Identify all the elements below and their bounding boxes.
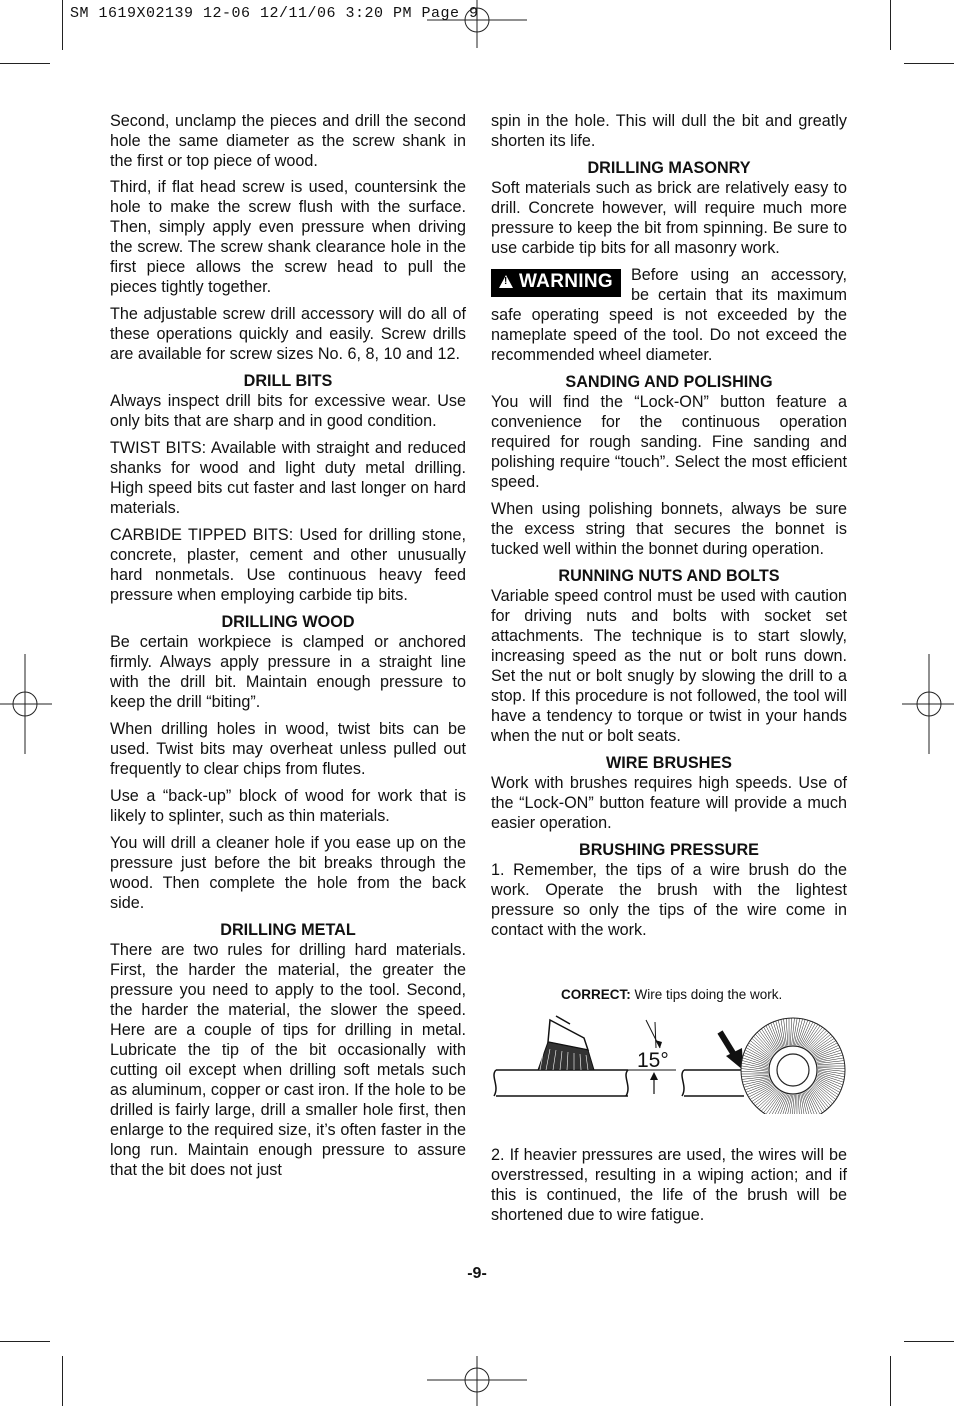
crop-mark-tl-v <box>62 0 63 50</box>
warning-triangle-icon <box>499 275 513 288</box>
warning-block <box>491 265 847 365</box>
registration-mark-top <box>427 0 527 50</box>
angle-label: 15° <box>637 1049 669 1072</box>
wire-brush-illustration <box>488 1012 858 1114</box>
paragraph: Use a “back-up” block of wood for work that is likely to splinter, such as thin materials. <box>110 787 466 825</box>
paragraph: Second, unclamp the pieces and drill the second hole the same diameter as the screw shank in the first or top piece of wood. <box>110 112 466 170</box>
paragraph: You will drill a cleaner hole if you ease up on the pressure just before the bit breaks through the wood. Then complete the hole from the back side. <box>110 834 466 912</box>
crop-mark-bl-v <box>62 1356 63 1406</box>
crop-mark-tr-v <box>890 0 891 50</box>
wheel-brush <box>741 1018 845 1114</box>
section-heading-drilling-wood: DRILLING WOOD <box>221 613 355 631</box>
crop-mark-br-h <box>904 1341 954 1342</box>
section-heading-drill-bits: DRILL BITS <box>243 372 333 390</box>
registration-mark-right <box>902 654 954 754</box>
crop-mark-tl-h <box>0 63 50 64</box>
crop-mark-br-v <box>890 1356 891 1406</box>
paragraph: Third, if flat head screw is used, countersink the hole to make the screw flush with the surface. Then, simply apply even pressure when driving the screw. The screw shank clearance hole in the first piece allows the screw head to pull the pieces tightly together. <box>110 178 466 296</box>
figure-caption <box>561 987 782 1002</box>
left-column <box>110 111 466 1187</box>
paragraph: When drilling holes in wood, twist bits can be used. Twist bits may overheat unless pulled out frequently to clear chips from flutes. <box>110 720 466 778</box>
paragraph: spin in the hole. This will dull the bit and greatly shorten its life. <box>491 112 847 150</box>
crop-mark-bl-h <box>0 1341 50 1342</box>
right-column <box>491 111 847 947</box>
paragraph: You will find the “Lock-ON” button feature a convenience for the continuous operation required for rough sanding. Fine sanding and polishing require “touch”. Select the most efficient speed. <box>491 393 847 491</box>
left-workpiece <box>494 1070 628 1096</box>
paragraph: The adjustable screw drill accessory will do all of these operations quickly and easily. Screw drills are available for screw sizes No. 6, 8, 10 and 12. <box>110 305 466 363</box>
registration-mark-left <box>0 654 52 754</box>
direction-arrow-icon <box>720 1032 743 1070</box>
page-number: -9- <box>467 1265 487 1282</box>
print-slug: SM 1619X02139 12-06 12/11/06 3:20 PM Page 9 <box>70 5 479 22</box>
section-heading-sanding-polishing: SANDING AND POLISHING <box>565 373 773 391</box>
paragraph: Always inspect drill bits for excessive wear. Use only bits that are sharp and in good condition. <box>110 392 466 430</box>
paragraph: CARBIDE TIPPED BITS: Used for drilling stone, concrete, plaster, cement and other unusually hard nonmetals. Use continuous heavy feed pressure when employing carbide tip bits. <box>110 526 466 604</box>
paragraph: 2. If heavier pressures are used, the wires will be overstressed, resulting in a wiping action; and if this is continued, the life of the brush will be shortened due to wire fatigue. <box>491 1146 847 1224</box>
section-heading-drilling-masonry: DRILLING MASONRY <box>587 159 751 177</box>
section-heading-drilling-metal: DRILLING METAL <box>220 921 356 939</box>
section-heading-running-nuts-bolts: RUNNING NUTS AND BOLTS <box>558 567 780 585</box>
paragraph: There are two rules for drilling hard materials. First, the harder the material, the greater the pressure you need to apply to the tool. Second, the harder the material, the slower the speed. Here are a couple of tips for drilling in metal. Lubricate the tip of the bit occasionally with cutting oil except when drilling soft metals such as aluminum, copper or cast iron. If the hole to be drilled is fairly large, drill a smaller hole first, then enlarge to the required size, it’s often faster in the long run. Maintain enough pressure to assure that the bit does not just <box>110 941 466 1179</box>
caption-text: Wire tips doing the work. <box>630 987 783 1002</box>
paragraph: Soft materials such as brick are relatively easy to drill. Concrete however, will require much more pressure to keep the bit from spinning. Be sure to use carbide tip bits for all masonry work. <box>491 179 847 257</box>
right-workpiece <box>682 1070 744 1096</box>
paragraph: TWIST BITS: Available with straight and reduced shanks for wood and light duty metal drilling. High speed bits cut faster and last longer on hard materials. <box>110 439 466 517</box>
paragraph: 1. Remember, the tips of a wire brush do the work. Operate the brush with the lightest pressure so only the tips of the wire come in contact with the work. <box>491 861 847 939</box>
section-heading-wire-brushes: WIRE BRUSHES <box>606 754 732 772</box>
paragraph: Work with brushes requires high speeds. Use of the “Lock-ON” button feature will provide a much easier operation. <box>491 774 847 832</box>
warning-badge <box>491 269 621 297</box>
warning-text: Before using an accessory, be certain that its maximum safe operating speed is not exceeded by the nameplate speed of the tool. Do not exceed the recommended wheel diameter. <box>491 266 847 364</box>
cup-brush <box>538 1016 594 1070</box>
crop-mark-tr-h <box>904 63 954 64</box>
section-heading-brushing-pressure: BRUSHING PRESSURE <box>579 841 759 859</box>
warning-label: WARNING <box>519 271 613 292</box>
paragraph: Variable speed control must be used with caution for driving nuts and bolts with socket set attachments. The technique is to start slowly, increasing speed as the nut or bolt runs down. Set the nut or bolt snugly by slowing the drill to a stop. If this procedure is not followed, the tool will have a tendency to torque or twist in your hands when the nut or bolt seats. <box>491 587 847 745</box>
registration-mark-bottom <box>427 1356 527 1406</box>
after-figure-text <box>491 1145 847 1225</box>
paragraph: Be certain workpiece is clamped or anchored firmly. Always apply pressure in a straight line with the drill bit. Maintain enough pressure to keep the drill “biting”. <box>110 633 466 711</box>
paragraph: When using polishing bonnets, always be sure the excess string that secures the bonnet is tucked well within the bonnet during operation. <box>491 500 847 558</box>
caption-bold: CORRECT: <box>561 987 631 1002</box>
